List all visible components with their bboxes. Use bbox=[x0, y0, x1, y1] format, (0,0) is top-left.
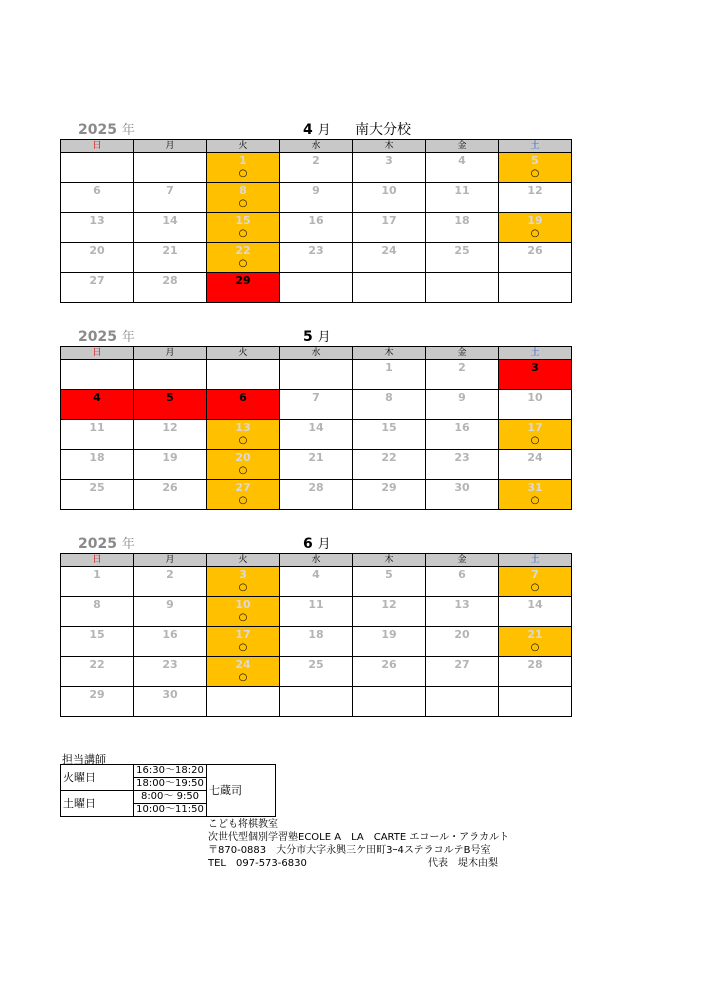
day-number: 26 bbox=[381, 658, 397, 671]
day-number: 20 bbox=[235, 451, 251, 464]
day-cell bbox=[280, 597, 353, 627]
week-row bbox=[61, 687, 572, 717]
day-number: 15 bbox=[89, 628, 105, 641]
day-number: 24 bbox=[235, 658, 251, 671]
class-day-mark: ○ bbox=[238, 582, 248, 593]
day-cell bbox=[353, 273, 426, 303]
class-day-mark: ○ bbox=[238, 642, 248, 653]
day-cell bbox=[280, 183, 353, 213]
day-cell bbox=[426, 213, 499, 243]
week-row bbox=[61, 273, 572, 303]
day-number: 20 bbox=[454, 628, 470, 641]
month-label: 5 月 bbox=[303, 329, 331, 345]
day-cell bbox=[61, 390, 134, 420]
day-number: 25 bbox=[454, 244, 470, 257]
weekday-sat: 土 bbox=[499, 140, 572, 153]
day-cell bbox=[280, 360, 353, 390]
day-number: 28 bbox=[527, 658, 543, 671]
week-row bbox=[61, 420, 572, 450]
day-number bbox=[426, 274, 498, 288]
day-cell bbox=[426, 243, 499, 273]
day-cell bbox=[353, 657, 426, 687]
weekday-fri: 金 bbox=[426, 347, 499, 360]
day-number: 14 bbox=[162, 214, 178, 227]
day-cell bbox=[134, 420, 207, 450]
day-number: 24 bbox=[527, 451, 543, 464]
day-number: 17 bbox=[527, 421, 543, 434]
day-cell bbox=[426, 360, 499, 390]
year-label: 2025 年 bbox=[78, 329, 135, 345]
day-cell bbox=[61, 360, 134, 390]
day-number: 29 bbox=[235, 274, 251, 287]
day-cell bbox=[499, 597, 572, 627]
calendar-april bbox=[60, 119, 572, 303]
day-cell bbox=[353, 597, 426, 627]
day-number: 21 bbox=[527, 628, 543, 641]
weekday-mon: 月 bbox=[134, 347, 207, 360]
day-cell bbox=[134, 390, 207, 420]
weekday-tue: 火 bbox=[207, 140, 280, 153]
day-cell bbox=[61, 657, 134, 687]
day-cell bbox=[280, 243, 353, 273]
day-number: 27 bbox=[454, 658, 470, 671]
day-cell bbox=[426, 390, 499, 420]
month-label: 4 月 bbox=[303, 122, 331, 138]
year-label: 2025 年 bbox=[78, 122, 135, 138]
week-row bbox=[61, 480, 572, 510]
day-number: 10 bbox=[381, 184, 397, 197]
day-number: 22 bbox=[89, 658, 105, 671]
day-cell bbox=[353, 420, 426, 450]
school-name: 南大分校 bbox=[355, 122, 411, 138]
day-cell bbox=[426, 687, 499, 717]
day-cell bbox=[280, 450, 353, 480]
day-cell bbox=[353, 153, 426, 183]
week-row bbox=[61, 360, 572, 390]
day-cell bbox=[61, 183, 134, 213]
weekday-thu: 木 bbox=[353, 554, 426, 567]
week-row bbox=[61, 213, 572, 243]
day-cell bbox=[207, 480, 280, 510]
day-number: 31 bbox=[527, 481, 543, 494]
weekday-fri: 金 bbox=[426, 140, 499, 153]
day-cell bbox=[207, 360, 280, 390]
weekday-header-row bbox=[61, 554, 572, 567]
day-cell bbox=[134, 567, 207, 597]
day-cell bbox=[499, 183, 572, 213]
day-cell bbox=[207, 687, 280, 717]
day-number: 11 bbox=[89, 421, 105, 434]
day-number: 9 bbox=[458, 391, 466, 404]
day-cell bbox=[280, 480, 353, 510]
day-number: 23 bbox=[308, 244, 324, 257]
day-cell bbox=[499, 450, 572, 480]
day-cell bbox=[426, 183, 499, 213]
day-number: 11 bbox=[454, 184, 470, 197]
day-number: 2 bbox=[458, 361, 466, 374]
day-number: 7 bbox=[166, 184, 174, 197]
day-cell bbox=[207, 390, 280, 420]
day-cell bbox=[61, 450, 134, 480]
day-cell bbox=[499, 627, 572, 657]
day-cell bbox=[353, 213, 426, 243]
day-number: 18 bbox=[454, 214, 470, 227]
day-cell bbox=[134, 627, 207, 657]
class-day-mark: ○ bbox=[238, 198, 248, 209]
day-cell bbox=[426, 273, 499, 303]
day-number: 22 bbox=[381, 451, 397, 464]
footer-representative: 代表 堤木由梨 bbox=[428, 858, 498, 869]
day-number: 25 bbox=[308, 658, 324, 671]
weekday-sun: 日 bbox=[61, 140, 134, 153]
day-cell bbox=[61, 153, 134, 183]
weekday-tue: 火 bbox=[207, 554, 280, 567]
day-number: 18 bbox=[89, 451, 105, 464]
day-number bbox=[280, 274, 352, 288]
day-number: 7 bbox=[531, 568, 539, 581]
weekday-header-row bbox=[61, 140, 572, 153]
day-number: 27 bbox=[235, 481, 251, 494]
day-cell bbox=[426, 567, 499, 597]
day-number: 8 bbox=[239, 184, 247, 197]
day-cell bbox=[499, 390, 572, 420]
day-cell bbox=[134, 657, 207, 687]
day-cell bbox=[134, 360, 207, 390]
day-number: 8 bbox=[93, 598, 101, 611]
day-number: 4 bbox=[93, 391, 101, 404]
day-cell bbox=[499, 657, 572, 687]
tuesday-time-1: 16:30～18:20 bbox=[134, 765, 207, 778]
class-day-mark: ○ bbox=[238, 228, 248, 239]
tuesday-label: 火曜日 bbox=[61, 765, 134, 791]
day-cell bbox=[134, 273, 207, 303]
weekday-sun: 日 bbox=[61, 554, 134, 567]
staff-title: 担当講師 bbox=[62, 753, 106, 766]
day-cell bbox=[499, 687, 572, 717]
class-day-mark: ○ bbox=[530, 495, 540, 506]
class-day-mark: ○ bbox=[530, 582, 540, 593]
week-row bbox=[61, 567, 572, 597]
day-cell bbox=[207, 597, 280, 627]
day-cell bbox=[426, 480, 499, 510]
weekday-thu: 木 bbox=[353, 140, 426, 153]
day-cell bbox=[207, 183, 280, 213]
day-number: 16 bbox=[308, 214, 324, 227]
day-cell bbox=[426, 450, 499, 480]
day-cell bbox=[280, 273, 353, 303]
week-row bbox=[61, 183, 572, 213]
day-cell bbox=[207, 450, 280, 480]
day-number: 25 bbox=[89, 481, 105, 494]
weekday-mon: 月 bbox=[134, 554, 207, 567]
day-number: 16 bbox=[162, 628, 178, 641]
day-number: 2 bbox=[312, 154, 320, 167]
day-number: 30 bbox=[454, 481, 470, 494]
day-cell bbox=[353, 627, 426, 657]
class-day-mark: ○ bbox=[530, 228, 540, 239]
day-cell bbox=[280, 153, 353, 183]
teacher-name: 七蔵司 bbox=[207, 765, 276, 817]
weekday-sun: 日 bbox=[61, 347, 134, 360]
day-cell bbox=[134, 183, 207, 213]
day-cell bbox=[134, 213, 207, 243]
saturday-time-2: 10:00～11:50 bbox=[134, 804, 207, 817]
class-day-mark: ○ bbox=[238, 258, 248, 269]
day-cell bbox=[280, 687, 353, 717]
day-number: 19 bbox=[162, 451, 178, 464]
day-number: 3 bbox=[239, 568, 247, 581]
weekday-tue: 火 bbox=[207, 347, 280, 360]
footer-info bbox=[208, 818, 509, 870]
day-number: 19 bbox=[381, 628, 397, 641]
day-number: 26 bbox=[162, 481, 178, 494]
day-number: 22 bbox=[235, 244, 251, 257]
day-number bbox=[61, 154, 133, 168]
week-row bbox=[61, 597, 572, 627]
day-number: 10 bbox=[527, 391, 543, 404]
day-cell bbox=[280, 567, 353, 597]
day-number: 6 bbox=[458, 568, 466, 581]
day-number: 7 bbox=[312, 391, 320, 404]
day-number: 1 bbox=[239, 154, 247, 167]
week-row bbox=[61, 450, 572, 480]
day-number: 6 bbox=[239, 391, 247, 404]
day-cell bbox=[61, 243, 134, 273]
day-cell bbox=[499, 273, 572, 303]
day-number: 6 bbox=[93, 184, 101, 197]
weekday-mon: 月 bbox=[134, 140, 207, 153]
day-number: 21 bbox=[308, 451, 324, 464]
day-number: 10 bbox=[235, 598, 251, 611]
day-number: 5 bbox=[385, 568, 393, 581]
day-cell bbox=[61, 627, 134, 657]
day-number: 3 bbox=[531, 361, 539, 374]
day-cell bbox=[426, 627, 499, 657]
day-cell bbox=[207, 567, 280, 597]
day-cell bbox=[499, 567, 572, 597]
day-number: 5 bbox=[166, 391, 174, 404]
day-number: 17 bbox=[235, 628, 251, 641]
day-cell bbox=[61, 687, 134, 717]
day-number: 12 bbox=[162, 421, 178, 434]
class-day-mark: ○ bbox=[530, 642, 540, 653]
day-cell bbox=[134, 243, 207, 273]
day-cell bbox=[134, 687, 207, 717]
day-number: 30 bbox=[162, 688, 178, 701]
day-number: 12 bbox=[381, 598, 397, 611]
month-label: 6 月 bbox=[303, 536, 331, 552]
week-row bbox=[61, 627, 572, 657]
month-header bbox=[60, 326, 572, 346]
saturday-time-1: 8:00～ 9:50 bbox=[134, 791, 207, 804]
day-number: 21 bbox=[162, 244, 178, 257]
class-day-mark: ○ bbox=[238, 465, 248, 476]
day-number: 23 bbox=[162, 658, 178, 671]
day-number: 4 bbox=[312, 568, 320, 581]
class-day-mark: ○ bbox=[238, 168, 248, 179]
day-cell bbox=[499, 153, 572, 183]
day-cell bbox=[207, 627, 280, 657]
day-number: 13 bbox=[89, 214, 105, 227]
day-cell bbox=[499, 420, 572, 450]
day-cell bbox=[280, 657, 353, 687]
year-label: 2025 年 bbox=[78, 536, 135, 552]
day-number bbox=[499, 274, 571, 288]
day-number: 24 bbox=[381, 244, 397, 257]
footer-line-2: 次世代型個別学習塾ECOLE A LA CARTE エコール・アラカルト bbox=[208, 832, 510, 843]
day-number bbox=[280, 361, 352, 375]
class-day-mark: ○ bbox=[238, 672, 248, 683]
day-cell bbox=[61, 597, 134, 627]
day-number bbox=[207, 361, 279, 375]
calendar-grid bbox=[60, 553, 572, 717]
day-cell bbox=[426, 153, 499, 183]
day-number: 13 bbox=[454, 598, 470, 611]
day-cell bbox=[207, 273, 280, 303]
footer-line-1: こども将棋教室 bbox=[208, 819, 278, 830]
day-number: 14 bbox=[527, 598, 543, 611]
weekday-wed: 水 bbox=[280, 347, 353, 360]
day-number bbox=[280, 688, 352, 702]
day-cell bbox=[499, 243, 572, 273]
day-number: 5 bbox=[531, 154, 539, 167]
day-cell bbox=[280, 420, 353, 450]
staff-table bbox=[60, 764, 276, 817]
class-day-mark: ○ bbox=[238, 435, 248, 446]
day-number: 18 bbox=[308, 628, 324, 641]
weekday-wed: 水 bbox=[280, 140, 353, 153]
day-cell bbox=[353, 360, 426, 390]
weekday-wed: 水 bbox=[280, 554, 353, 567]
day-cell bbox=[61, 480, 134, 510]
day-number bbox=[353, 274, 425, 288]
day-number: 19 bbox=[527, 214, 543, 227]
weekday-fri: 金 bbox=[426, 554, 499, 567]
class-day-mark: ○ bbox=[530, 168, 540, 179]
day-cell bbox=[207, 243, 280, 273]
day-cell bbox=[207, 420, 280, 450]
day-number: 15 bbox=[235, 214, 251, 227]
day-number: 23 bbox=[454, 451, 470, 464]
calendar-may bbox=[60, 326, 572, 510]
day-cell bbox=[353, 390, 426, 420]
day-number: 27 bbox=[89, 274, 105, 287]
day-number bbox=[207, 688, 279, 702]
day-cell bbox=[134, 153, 207, 183]
calendar-grid bbox=[60, 139, 572, 303]
day-cell bbox=[426, 597, 499, 627]
day-number bbox=[134, 361, 206, 375]
day-cell bbox=[353, 243, 426, 273]
day-number: 28 bbox=[162, 274, 178, 287]
class-day-mark: ○ bbox=[238, 612, 248, 623]
day-cell bbox=[426, 420, 499, 450]
month-header bbox=[60, 119, 572, 139]
day-cell bbox=[134, 597, 207, 627]
day-cell bbox=[134, 480, 207, 510]
day-number: 20 bbox=[89, 244, 105, 257]
day-number: 1 bbox=[385, 361, 393, 374]
day-number: 15 bbox=[381, 421, 397, 434]
week-row bbox=[61, 390, 572, 420]
saturday-label: 土曜日 bbox=[61, 791, 134, 817]
day-cell bbox=[499, 480, 572, 510]
weekday-header-row bbox=[61, 347, 572, 360]
week-row bbox=[61, 243, 572, 273]
day-cell bbox=[280, 390, 353, 420]
day-cell bbox=[134, 450, 207, 480]
day-cell bbox=[61, 567, 134, 597]
week-row bbox=[61, 657, 572, 687]
day-number: 2 bbox=[166, 568, 174, 581]
day-number bbox=[134, 154, 206, 168]
weekday-sat: 土 bbox=[499, 554, 572, 567]
calendar-june bbox=[60, 533, 572, 717]
day-cell bbox=[207, 657, 280, 687]
day-cell bbox=[61, 213, 134, 243]
month-header bbox=[60, 533, 572, 553]
day-number: 26 bbox=[527, 244, 543, 257]
day-number: 14 bbox=[308, 421, 324, 434]
day-number: 4 bbox=[458, 154, 466, 167]
day-number: 29 bbox=[381, 481, 397, 494]
day-cell bbox=[61, 273, 134, 303]
day-cell bbox=[61, 420, 134, 450]
class-day-mark: ○ bbox=[530, 435, 540, 446]
calendar-grid bbox=[60, 346, 572, 510]
day-number: 29 bbox=[89, 688, 105, 701]
day-number: 11 bbox=[308, 598, 324, 611]
day-cell bbox=[353, 687, 426, 717]
day-number: 8 bbox=[385, 391, 393, 404]
day-number bbox=[426, 688, 498, 702]
footer-phone: TEL 097-573-6830 bbox=[208, 858, 307, 869]
day-number: 17 bbox=[381, 214, 397, 227]
day-number: 1 bbox=[93, 568, 101, 581]
day-cell bbox=[207, 213, 280, 243]
day-cell bbox=[353, 450, 426, 480]
day-number bbox=[61, 361, 133, 375]
day-cell bbox=[353, 183, 426, 213]
day-number: 13 bbox=[235, 421, 251, 434]
day-cell bbox=[426, 657, 499, 687]
day-number bbox=[353, 688, 425, 702]
day-number: 9 bbox=[312, 184, 320, 197]
day-cell bbox=[353, 480, 426, 510]
day-cell bbox=[499, 213, 572, 243]
day-cell bbox=[499, 360, 572, 390]
day-number: 3 bbox=[385, 154, 393, 167]
day-cell bbox=[280, 627, 353, 657]
day-number: 9 bbox=[166, 598, 174, 611]
week-row bbox=[61, 153, 572, 183]
day-cell bbox=[207, 153, 280, 183]
weekday-sat: 土 bbox=[499, 347, 572, 360]
footer-line-3: 〒870-0883 大分市大字永興三ケ田町3ｰ4ステラコルテB号室 bbox=[208, 845, 491, 856]
day-number: 28 bbox=[308, 481, 324, 494]
tuesday-time-2: 18:00～19:50 bbox=[134, 778, 207, 791]
class-day-mark: ○ bbox=[238, 495, 248, 506]
day-cell bbox=[280, 213, 353, 243]
day-cell bbox=[353, 567, 426, 597]
day-number: 12 bbox=[527, 184, 543, 197]
weekday-thu: 木 bbox=[353, 347, 426, 360]
day-number: 16 bbox=[454, 421, 470, 434]
day-number bbox=[499, 688, 571, 702]
